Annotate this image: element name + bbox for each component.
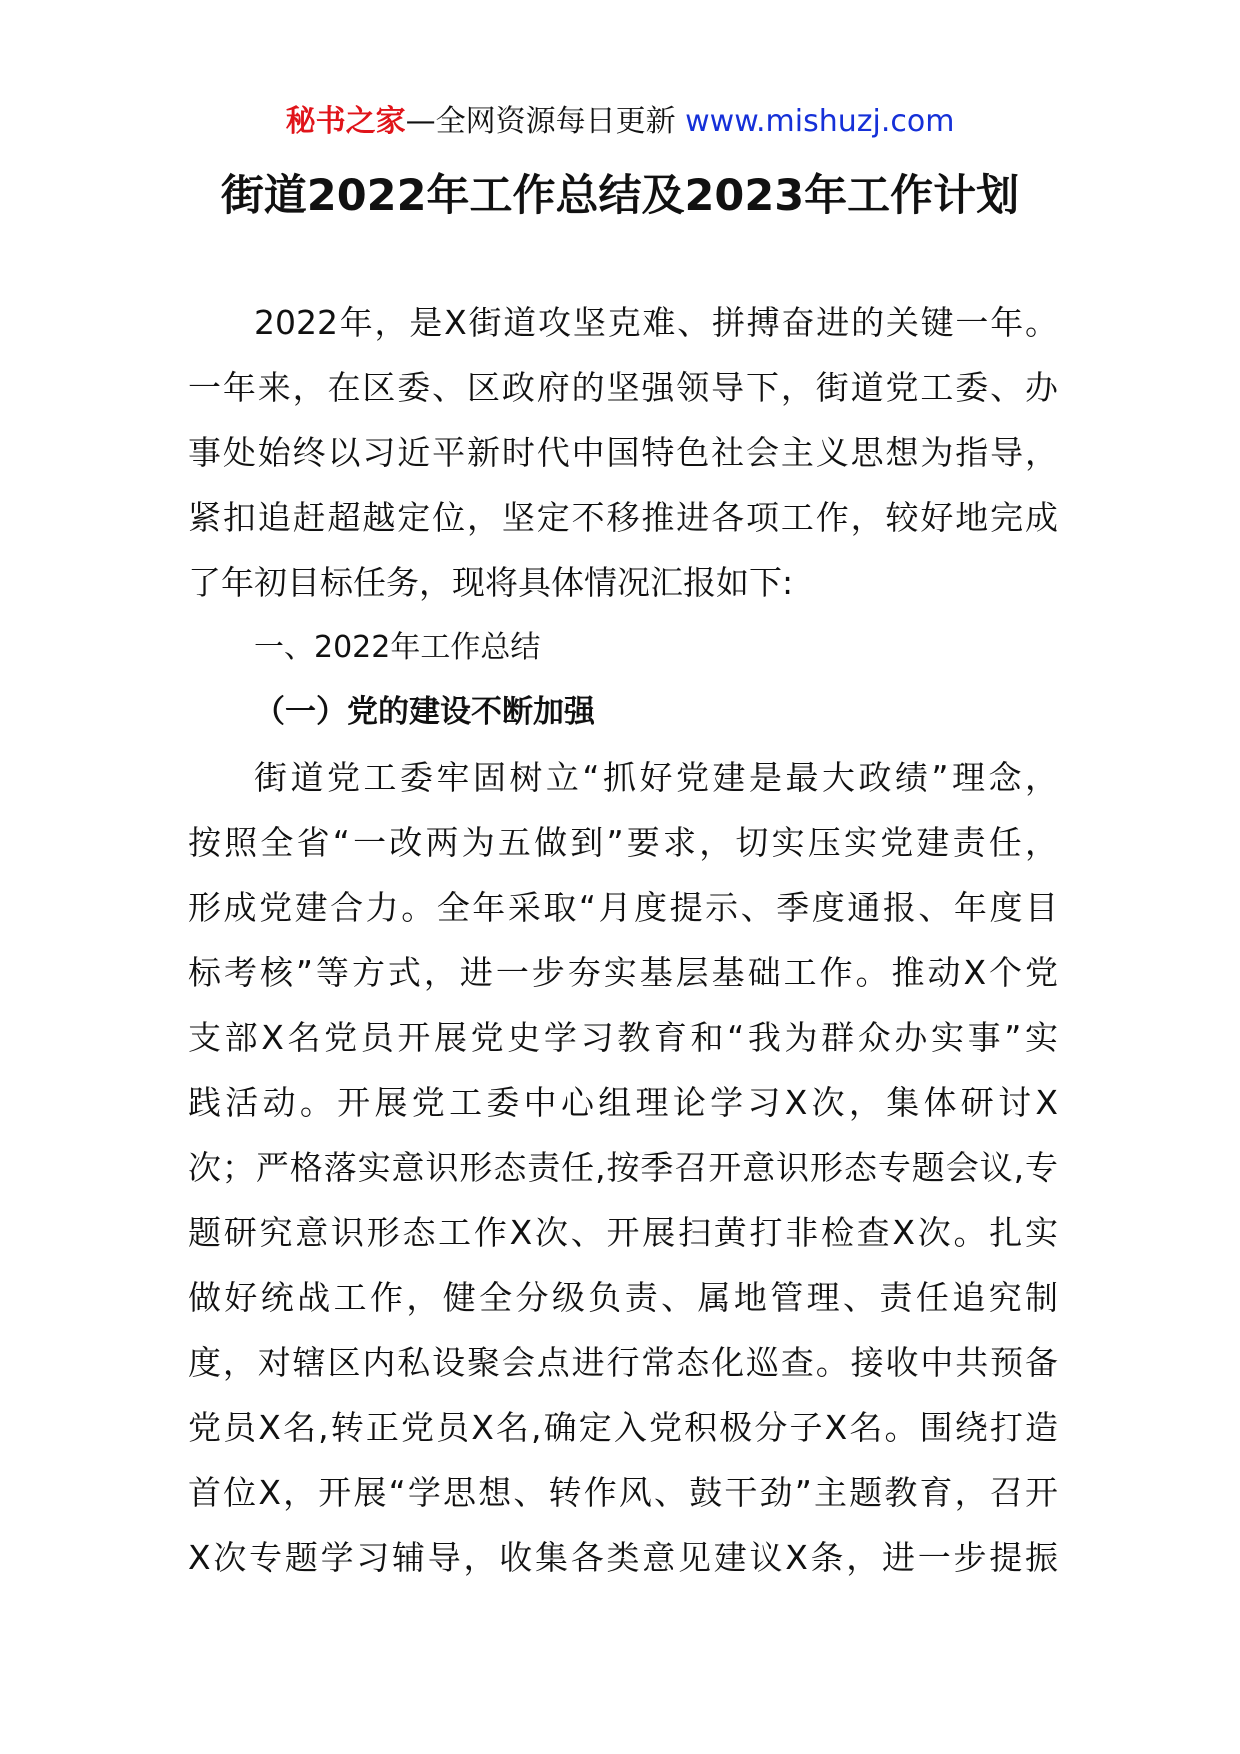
section-heading: 一、2022年工作总结 — [254, 630, 541, 665]
paragraph-line: 次；严格落实意识形态责任,按季召开意识形态专题会议,专 — [188, 1148, 1058, 1187]
paragraph-line: 一年来，在区委、区政府的坚强领导下，街道党工委、办 — [188, 368, 1058, 407]
document-body — [188, 290, 1058, 1590]
paragraph-line: 践活动。开展党工委中心组理论学习X次，集体研讨X — [188, 1083, 1058, 1122]
paragraph-line: 2022年，是X街道攻坚克难、拼搏奋进的关键一年。 — [254, 303, 1058, 342]
site-tagline: —全网资源每日更新 — [405, 104, 676, 139]
site-brand: 秘书之家 — [285, 104, 406, 139]
paragraph-line: 党员X名,转正党员X名,确定入党积极分子X名。围绕打造 — [188, 1408, 1058, 1447]
paragraph-line: 紧扣追赶超越定位，坚定不移推进各项工作，较好地完成 — [188, 498, 1058, 537]
paragraph-line: 事处始终以习近平新时代中国特色社会主义思想为指导， — [188, 433, 1058, 472]
document-title: 街道2022年工作总结及2023年工作计划 — [220, 171, 1020, 221]
paragraph-line: 按照全省“一改两为五做到”要求，切实压实党建责任， — [188, 823, 1058, 862]
paragraph-line: 做好统战工作，健全分级负责、属地管理、责任追究制 — [188, 1278, 1058, 1317]
paragraph-line: 了年初目标任务，现将具体情况汇报如下: — [188, 563, 794, 602]
site-url-link[interactable]: www.mishuzj.com — [685, 104, 955, 139]
subsection-heading: （一）党的建设不断加强 — [254, 694, 595, 730]
paragraph-line: 度，对辖区内私设聚会点进行常态化巡查。接收中共预备 — [188, 1343, 1058, 1382]
paragraph-line: 形成党建合力。全年采取“月度提示、季度通报、年度目 — [188, 888, 1058, 927]
paragraph-line: 题研究意识形态工作X次、开展扫黄打非检查X次。扎实 — [188, 1213, 1058, 1252]
paragraph-line: 支部X名党员开展党史学习教育和“我为群众办实事”实 — [188, 1018, 1058, 1057]
paragraph-line: 街道党工委牢固树立“抓好党建是最大政绩”理念， — [254, 758, 1058, 797]
paragraph-line: 首位X，开展“学思想、转作风、鼓干劲”主题教育，召开 — [188, 1473, 1058, 1512]
site-header — [0, 102, 1240, 142]
paragraph-line: X次专题学习辅导，收集各类意见建议X条，进一步提振 — [188, 1538, 1058, 1577]
paragraph-line: 标考核”等方式，进一步夯实基层基础工作。推动X个党 — [188, 953, 1058, 992]
